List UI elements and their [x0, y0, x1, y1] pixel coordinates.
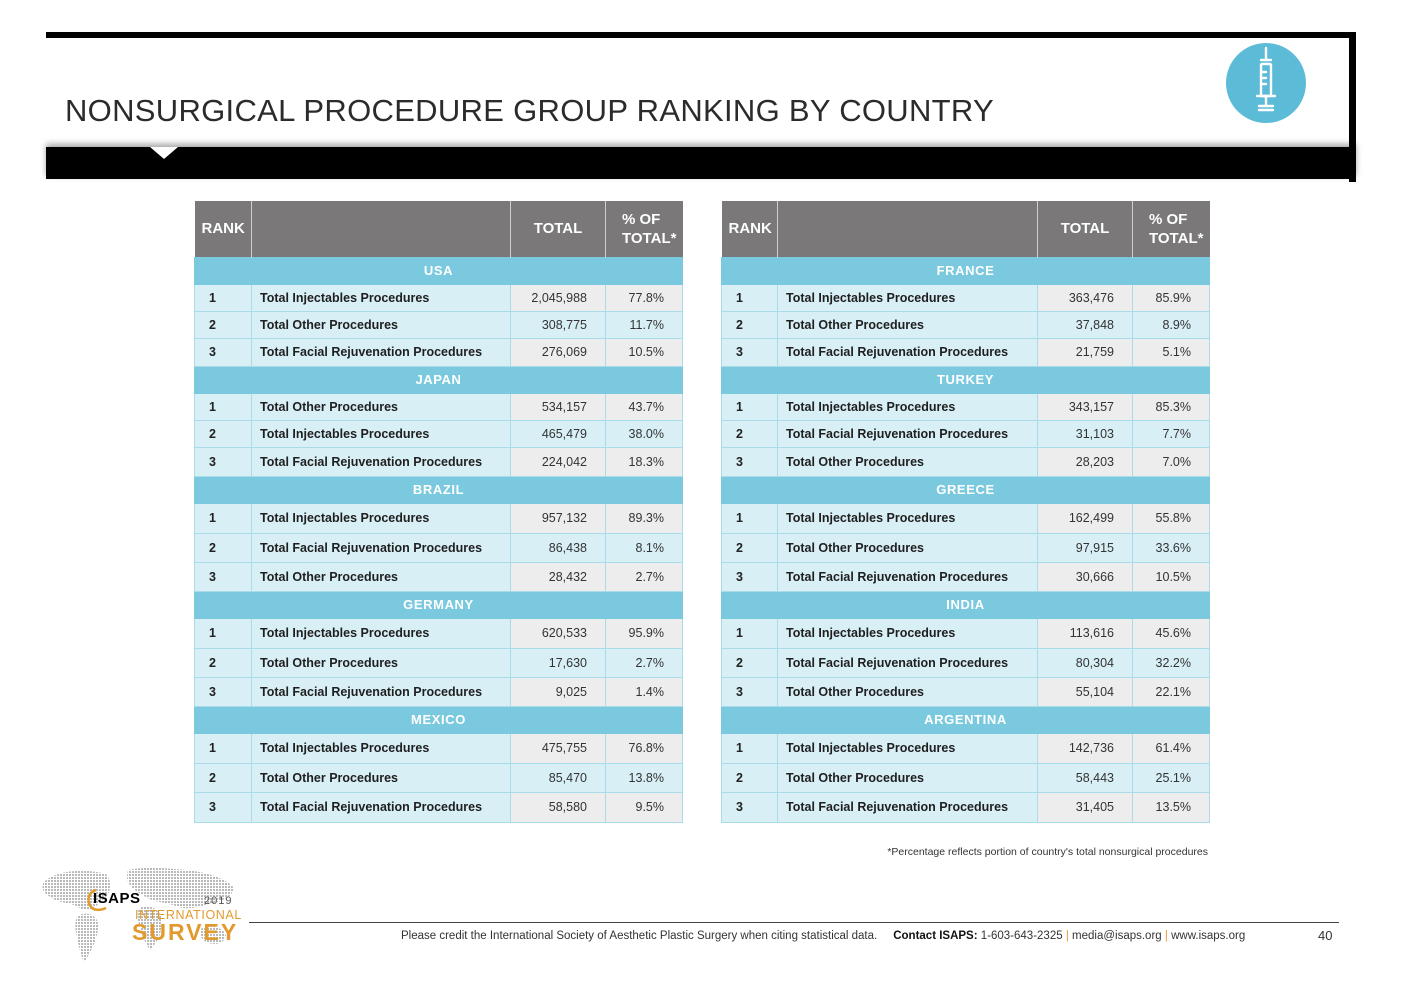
footer-separator: | — [1065, 930, 1069, 942]
country-row — [722, 366, 1210, 393]
rank-cell: 1 — [722, 393, 778, 420]
table-header-row — [722, 201, 1210, 257]
percent-cell: 22.1% — [1133, 677, 1210, 706]
table-header-row — [195, 201, 683, 257]
footer-separator: | — [1164, 930, 1168, 942]
percent-cell: 55.8% — [1133, 503, 1210, 533]
country-row — [195, 366, 683, 393]
table-row — [195, 733, 683, 763]
rank-cell: 2 — [722, 533, 778, 562]
table-row — [195, 792, 683, 822]
country-name: MEXICO — [195, 706, 683, 733]
total-cell: 142,736 — [1038, 733, 1133, 763]
table-row — [722, 311, 1210, 338]
percent-cell: 10.5% — [1133, 562, 1210, 591]
procedure-name-cell: Total Other Procedures — [778, 533, 1038, 562]
percent-cell: 33.6% — [1133, 533, 1210, 562]
table-row — [722, 503, 1210, 533]
procedure-name-cell: Total Injectables Procedures — [778, 733, 1038, 763]
procedure-name-cell: Total Facial Rejuvenation Procedures — [778, 338, 1038, 366]
rank-cell: 2 — [195, 648, 252, 677]
page-number: 40 — [1318, 928, 1333, 943]
total-cell: 276,069 — [511, 338, 606, 366]
total-cell: 465,479 — [511, 420, 606, 447]
header-notch — [150, 147, 178, 159]
percent-cell: 13.5% — [1133, 792, 1210, 822]
percent-cell: 9.5% — [606, 792, 683, 822]
table-row — [722, 420, 1210, 447]
table-row — [195, 677, 683, 706]
table-row — [722, 562, 1210, 591]
procedure-name-cell: Total Injectables Procedures — [252, 733, 511, 763]
table-row — [722, 393, 1210, 420]
logo-survey-text: SURVEY — [132, 919, 239, 945]
total-cell: 343,157 — [1038, 393, 1133, 420]
procedure-name-cell: Total Injectables Procedures — [778, 393, 1038, 420]
rank-cell: 3 — [722, 338, 778, 366]
rank-cell: 1 — [195, 618, 252, 648]
total-cell: 97,915 — [1038, 533, 1133, 562]
total-cell: 21,759 — [1038, 338, 1133, 366]
total-cell: 31,103 — [1038, 420, 1133, 447]
table-row — [722, 763, 1210, 792]
rank-cell: 1 — [195, 733, 252, 763]
procedure-column-header — [252, 201, 511, 257]
total-cell: 58,580 — [511, 792, 606, 822]
rank-cell: 3 — [722, 447, 778, 476]
rank-cell: 3 — [195, 338, 252, 366]
procedure-name-cell: Total Facial Rejuvenation Procedures — [778, 562, 1038, 591]
procedure-name-cell: Total Other Procedures — [252, 393, 511, 420]
country-row — [195, 706, 683, 733]
procedure-name-cell: Total Other Procedures — [778, 311, 1038, 338]
procedure-column-header — [778, 201, 1038, 257]
country-row — [722, 476, 1210, 503]
country-row — [195, 476, 683, 503]
procedure-name-cell: Total Injectables Procedures — [252, 420, 511, 447]
total-cell: 363,476 — [1038, 284, 1133, 311]
rank-cell: 2 — [195, 763, 252, 792]
rank-cell: 2 — [195, 420, 252, 447]
procedure-name-cell: Total Facial Rejuvenation Procedures — [778, 792, 1038, 822]
logo-international-text: INTERNATIONAL — [135, 908, 242, 922]
percent-cell: 8.9% — [1133, 311, 1210, 338]
procedure-name-cell: Total Injectables Procedures — [778, 284, 1038, 311]
percent-cell: 25.1% — [1133, 763, 1210, 792]
total-column-header: TOTAL — [1038, 201, 1133, 257]
procedure-name-cell: Total Facial Rejuvenation Procedures — [252, 338, 511, 366]
table-row — [195, 338, 683, 366]
footer-contact-label: Contact ISAPS: — [893, 930, 978, 942]
total-cell: 86,438 — [511, 533, 606, 562]
rank-cell: 2 — [722, 763, 778, 792]
syringe-icon — [1225, 42, 1307, 124]
table-row — [195, 763, 683, 792]
footnote: *Percentage reflects portion of country's total nonsurgical procedures — [887, 846, 1208, 858]
table-row — [195, 648, 683, 677]
procedure-name-cell: Total Facial Rejuvenation Procedures — [252, 677, 511, 706]
percent-cell: 89.3% — [606, 503, 683, 533]
ranking-table-left — [194, 201, 683, 823]
table-row — [195, 447, 683, 476]
table-row — [195, 420, 683, 447]
rank-cell: 1 — [722, 618, 778, 648]
rank-cell: 3 — [722, 677, 778, 706]
rank-cell: 3 — [195, 792, 252, 822]
procedure-name-cell: Total Injectables Procedures — [252, 503, 511, 533]
total-cell: 55,104 — [1038, 677, 1133, 706]
table-row — [722, 447, 1210, 476]
percent-cell: 5.1% — [1133, 338, 1210, 366]
total-cell: 162,499 — [1038, 503, 1133, 533]
country-name: FRANCE — [722, 257, 1210, 284]
procedure-name-cell: Total Facial Rejuvenation Procedures — [252, 447, 511, 476]
country-row — [722, 591, 1210, 618]
footer-website-link[interactable]: www.isaps.org — [1171, 930, 1246, 942]
procedure-name-cell: Total Other Procedures — [778, 677, 1038, 706]
rank-cell: 1 — [722, 284, 778, 311]
total-cell: 28,432 — [511, 562, 606, 591]
percent-cell: 77.8% — [606, 284, 683, 311]
table-row — [722, 618, 1210, 648]
rank-cell: 2 — [195, 311, 252, 338]
rank-cell: 2 — [195, 533, 252, 562]
footer-email-link[interactable]: media@isaps.org — [1072, 930, 1162, 942]
table-row — [195, 503, 683, 533]
percent-cell: 7.7% — [1133, 420, 1210, 447]
rank-cell: 1 — [195, 503, 252, 533]
percent-cell: 10.5% — [606, 338, 683, 366]
procedure-name-cell: Total Other Procedures — [778, 763, 1038, 792]
table-row — [722, 792, 1210, 822]
country-name: ARGENTINA — [722, 706, 1210, 733]
table-row — [195, 284, 683, 311]
percent-cell: 76.8% — [606, 733, 683, 763]
total-cell: 957,132 — [511, 503, 606, 533]
logo-isaps-text: ISAPS — [93, 890, 141, 907]
country-name: JAPAN — [195, 366, 683, 393]
rank-cell: 2 — [722, 648, 778, 677]
country-name: TURKEY — [722, 366, 1210, 393]
logo-year: 2019 — [204, 895, 233, 907]
percent-cell: 45.6% — [1133, 618, 1210, 648]
total-cell: 9,025 — [511, 677, 606, 706]
total-cell: 534,157 — [511, 393, 606, 420]
table-row — [195, 533, 683, 562]
table-row — [722, 677, 1210, 706]
country-name: INDIA — [722, 591, 1210, 618]
rank-cell: 1 — [195, 393, 252, 420]
total-cell: 28,203 — [1038, 447, 1133, 476]
rank-cell: 3 — [722, 792, 778, 822]
percent-cell: 32.2% — [1133, 648, 1210, 677]
table-row — [195, 618, 683, 648]
procedure-name-cell: Total Facial Rejuvenation Procedures — [252, 792, 511, 822]
country-row — [722, 257, 1210, 284]
procedure-name-cell: Total Other Procedures — [252, 311, 511, 338]
footer-credit: Please credit the International Society of Aesthetic Plastic Surgery when citing statistical data. — [401, 930, 878, 942]
procedure-name-cell: Total Other Procedures — [252, 562, 511, 591]
procedure-name-cell: Total Injectables Procedures — [252, 284, 511, 311]
rank-cell: 3 — [195, 562, 252, 591]
rank-cell: 3 — [195, 677, 252, 706]
isaps-survey-logo — [36, 862, 242, 970]
percent-cell: 38.0% — [606, 420, 683, 447]
total-cell: 308,775 — [511, 311, 606, 338]
table-body — [722, 257, 1210, 822]
country-row — [195, 257, 683, 284]
procedure-name-cell: Total Injectables Procedures — [778, 618, 1038, 648]
percent-cell: 1.4% — [606, 677, 683, 706]
ranking-table-right — [721, 201, 1210, 823]
footer-phone[interactable]: 1-603-643-2325 — [980, 930, 1063, 942]
rank-cell: 1 — [195, 284, 252, 311]
percent-cell: 13.8% — [606, 763, 683, 792]
total-cell: 85,470 — [511, 763, 606, 792]
procedure-name-cell: Total Injectables Procedures — [252, 618, 511, 648]
header-bar — [46, 147, 1356, 179]
percent-cell: 18.3% — [606, 447, 683, 476]
procedure-name-cell: Total Facial Rejuvenation Procedures — [778, 420, 1038, 447]
rank-cell: 3 — [195, 447, 252, 476]
footer-credit-line — [401, 930, 1245, 942]
rank-cell: 2 — [722, 311, 778, 338]
percent-cell: 61.4% — [1133, 733, 1210, 763]
table-row — [722, 733, 1210, 763]
footer-rule — [249, 922, 1339, 923]
table-row — [722, 533, 1210, 562]
procedure-name-cell: Total Facial Rejuvenation Procedures — [778, 648, 1038, 677]
country-row — [195, 591, 683, 618]
country-name: GREECE — [722, 476, 1210, 503]
rank-cell: 3 — [722, 562, 778, 591]
percent-cell: 43.7% — [606, 393, 683, 420]
total-cell: 620,533 — [511, 618, 606, 648]
percent-cell: 85.9% — [1133, 284, 1210, 311]
procedure-name-cell: Total Other Procedures — [252, 763, 511, 792]
rank-cell: 1 — [722, 503, 778, 533]
table-row — [195, 562, 683, 591]
percent-cell: 85.3% — [1133, 393, 1210, 420]
total-cell: 31,405 — [1038, 792, 1133, 822]
total-cell: 113,616 — [1038, 618, 1133, 648]
percent-cell: 95.9% — [606, 618, 683, 648]
country-name: BRAZIL — [195, 476, 683, 503]
percent-cell: 11.7% — [606, 311, 683, 338]
table-row — [195, 393, 683, 420]
total-cell: 2,045,988 — [511, 284, 606, 311]
procedure-name-cell: Total Other Procedures — [778, 447, 1038, 476]
procedure-name-cell: Total Other Procedures — [252, 648, 511, 677]
procedure-name-cell: Total Facial Rejuvenation Procedures — [252, 533, 511, 562]
total-cell: 224,042 — [511, 447, 606, 476]
rank-cell: 2 — [722, 420, 778, 447]
page-title: NONSURGICAL PROCEDURE GROUP RANKING BY COUNTRY — [65, 93, 995, 128]
total-column-header: TOTAL — [511, 201, 606, 257]
total-cell: 37,848 — [1038, 311, 1133, 338]
percent-cell: 2.7% — [606, 648, 683, 677]
table-row — [195, 311, 683, 338]
rank-column-header: RANK — [195, 201, 252, 257]
percent-column-header: % OF TOTAL* — [1133, 201, 1210, 257]
total-cell: 17,630 — [511, 648, 606, 677]
total-cell: 80,304 — [1038, 648, 1133, 677]
country-name: GERMANY — [195, 591, 683, 618]
rank-cell: 1 — [722, 733, 778, 763]
total-cell: 30,666 — [1038, 562, 1133, 591]
percent-cell: 7.0% — [1133, 447, 1210, 476]
table-row — [722, 338, 1210, 366]
table-body — [195, 257, 683, 822]
percent-cell: 8.1% — [606, 533, 683, 562]
total-cell: 58,443 — [1038, 763, 1133, 792]
percent-cell: 2.7% — [606, 562, 683, 591]
table-row — [722, 284, 1210, 311]
rank-column-header: RANK — [722, 201, 778, 257]
table-row — [722, 648, 1210, 677]
total-cell: 475,755 — [511, 733, 606, 763]
procedure-name-cell: Total Injectables Procedures — [778, 503, 1038, 533]
country-name: USA — [195, 257, 683, 284]
percent-column-header: % OF TOTAL* — [606, 201, 683, 257]
header-top-rule — [46, 32, 1356, 38]
country-row — [722, 706, 1210, 733]
